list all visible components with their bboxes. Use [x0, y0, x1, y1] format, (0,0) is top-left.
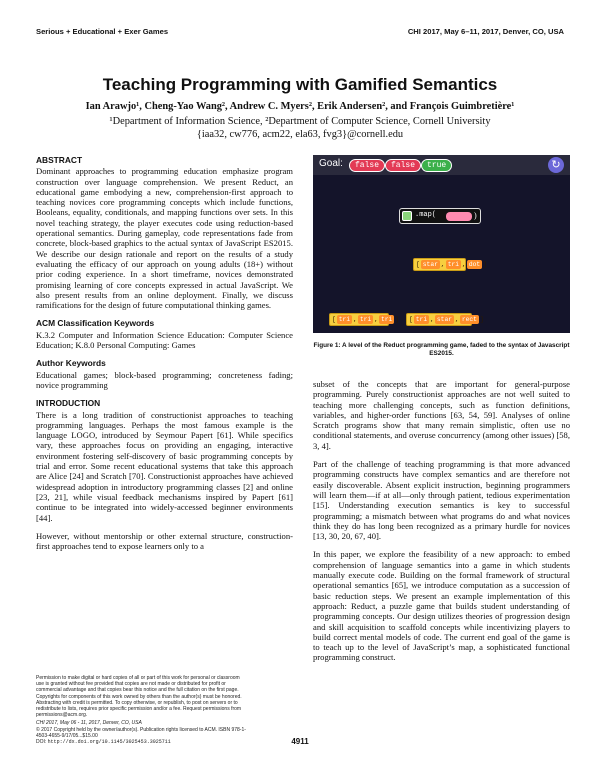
paper-title: Teaching Programming with Gamified Semantics — [102, 75, 498, 94]
permission-text: Permission to make digital or hard copies of all or part of this work for personal or classroom use is granted without fee provided that copies are not made or distributed for profit or commercial advantage and that copies bear this notice and the full citation on the first page. Copyrights for components of this work owned by others than the author(s) must be honored. Abstracting with credit is permitted. To copy otherwise, or republish, to post on servers or to redistribute to lists, requires prior specific permission and/or a fee. Request permissions from permissions@acm.org. — [36, 675, 242, 719]
intro-paragraph-1: There is a long tradition of constructionist approaches to teaching programming languages. Perhaps the most famous example is the language LOGO, introduced by Seymour Papert [61]. While specifics vary, these approaches focus on providing an engaging, interactive environment fostering self-discovery of basic programming concepts by trial and error. Some recent educational systems that take this approach are Alice [24] and Scratch [70]. Constructionist approaches have achieved widespread adoption in introductory programming classes [2] and online [23, 21], while visual feedback mechanisms inspired by Papert [61] continue to be integrated into widely-accessed beginner environments [44]. — [36, 409, 293, 523]
map-expression[interactable] — [399, 208, 481, 224]
body-paragraph-3: In this paper, we explore the feasibility of a new approach: to embed comprehension of language semantics into a game in which students manually execute code. Building on the formal framework of structural operational semantics [65], we introduce computation as a succession of basic reduction steps. We present an example implementation of this approach: Reduct, a puzzle game that builds student understanding of programming concepts. Our design utilizes theories of progression design and skill acquisition to scaffold concepts while incentivizing players to build correct mental models of code. The current end goal of the game is to teach up to the level of JavaScript’s map, a sophisticated functional programming construct. — [313, 549, 570, 663]
abstract-text: Dominant approaches to programming education emphasize program construction over language comprehension. We present Reduct, an educational game embodying a new, comprehension-first approach to teaching novices core programming concepts which include functions, Booleans, equality, conditionals, and mapping functions over sets. In this novel teaching strategy, the player executes code using reduction-based operational semantics. During gameplay, code representations fade from concrete, block-based graphics to the actual syntax of JavaScript ES2015. We describe our design rationale and report on the results of a study evaluating the efficacy of our approach on young adults (18+) without prior coding experience. In a short timeframe, novices demonstrated promising learning of core concepts expressed in actual JavaScript. We also present results from an online deployment. Finally, we discuss ramifications for the design of future computational thinking games. — [36, 166, 293, 311]
goal-true: true — [421, 159, 452, 172]
keywords-text: Educational games; block-based programming; concreteness fading; novice programming — [36, 369, 293, 390]
map-call-text: .map( — [415, 211, 437, 219]
running-header-right: CHI 2017, May 6–11, 2017, Denver, CO, USA — [407, 27, 564, 36]
page-number: 4911 — [291, 737, 309, 746]
intro-paragraph-2: However, without mentorship or other external structure, construction-first approaches tend to expose learners only to a — [36, 530, 293, 552]
array-token: dot — [468, 261, 481, 268]
affiliation: ¹Department of Information Science, ²Department of Computer Science, Cornell University — [109, 116, 491, 127]
map-close-paren: ) — [474, 211, 477, 220]
right-column — [313, 379, 570, 671]
doi-link[interactable]: http://dx.doi.org/10.1145/3025453.3025711 — [47, 739, 171, 746]
goal-label: Goal: — [319, 158, 343, 169]
author-list: Ian Arawjo¹, Cheng-Yao Wang², Andrew C. Myers², Erik Andersen², and François Guimbretière¹ — [85, 101, 515, 112]
array-token: tri — [415, 316, 428, 323]
array-block[interactable]: [ tri , star , rect ] — [406, 313, 472, 326]
body-paragraph-1: subset of the concepts that are important for general-purpose programming. Purely constructionist approaches are not well suited to teaching more challenging concepts, such as function definitions, variables, and higher-order functions [63, 54, 59]. Analyses of online Scratch programs show that many remain simplistic, often use no conditional statements, and overuse concurrency (among other issues) [58, 3, 4]. — [313, 379, 570, 451]
array-token: tri — [359, 316, 372, 323]
array-token: star — [436, 316, 453, 323]
drag-handle-icon[interactable] — [402, 211, 412, 221]
copyright-text: © 2017 Copyright held by the owner/author(s). Publication rights licensed to ACM. ISBN 978-1-4503-4655-9/17/05...$15.00 — [36, 726, 246, 739]
figure-caption: Figure 1: A level of the Reduct programming game, faded to the syntax of Javascript ES2015. — [313, 342, 570, 357]
keywords-heading: Author Keywords — [36, 358, 106, 369]
acm-heading: ACM Classification Keywords — [36, 318, 155, 329]
reset-icon[interactable]: ↻ — [548, 157, 564, 173]
lambda-block[interactable] — [446, 212, 472, 221]
copyright-footnote — [36, 675, 246, 745]
acm-text: K.3.2 Computer and Information Science Education: Computer Science Education; K.8.0 Personal Computing: Games — [36, 329, 293, 351]
intro-heading: INTRODUCTION — [36, 398, 101, 409]
running-header-left: Serious + Educational + Exer Games — [36, 27, 169, 36]
array-token: rect — [461, 316, 477, 323]
doi-label: DOI: — [36, 739, 47, 746]
array-token: star — [422, 261, 438, 268]
array-token: tri — [381, 316, 393, 323]
conference-line: CHI 2017, May 06 - 11, 2017, Denver, CO, USA — [36, 720, 142, 727]
abstract-heading: ABSTRACT — [36, 155, 83, 165]
goal-false-2: false — [385, 159, 421, 172]
goal-false-1: false — [349, 159, 385, 172]
author-emails: {iaa32, cw776, acm22, ela63, fvg3}@cornell.edu — [196, 129, 404, 140]
array-token: tri — [447, 261, 460, 268]
goal-bar — [313, 155, 570, 175]
left-column — [36, 155, 293, 559]
reduct-game-figure — [313, 155, 570, 333]
array-token: tri — [338, 316, 351, 323]
body-paragraph-2: Part of the challenge of teaching programming is that more advanced programming constructs have complex semantics and are therefore not easily discoverable. Absent explicit instruction, beginning programmers will learn them—if at all—only through patient, tedious experimentation [15]. Understanding execution semantics is key to successful programming; a mismatch between what programs do and what novices think they do has long been recognized as a primary hurdle for novices [13, 30, 20, 67, 40]. — [313, 459, 570, 542]
array-block[interactable]: [ tri , tri , tri ] — [329, 313, 389, 326]
array-block[interactable]: [ star , tri , dot ] — [413, 258, 466, 271]
